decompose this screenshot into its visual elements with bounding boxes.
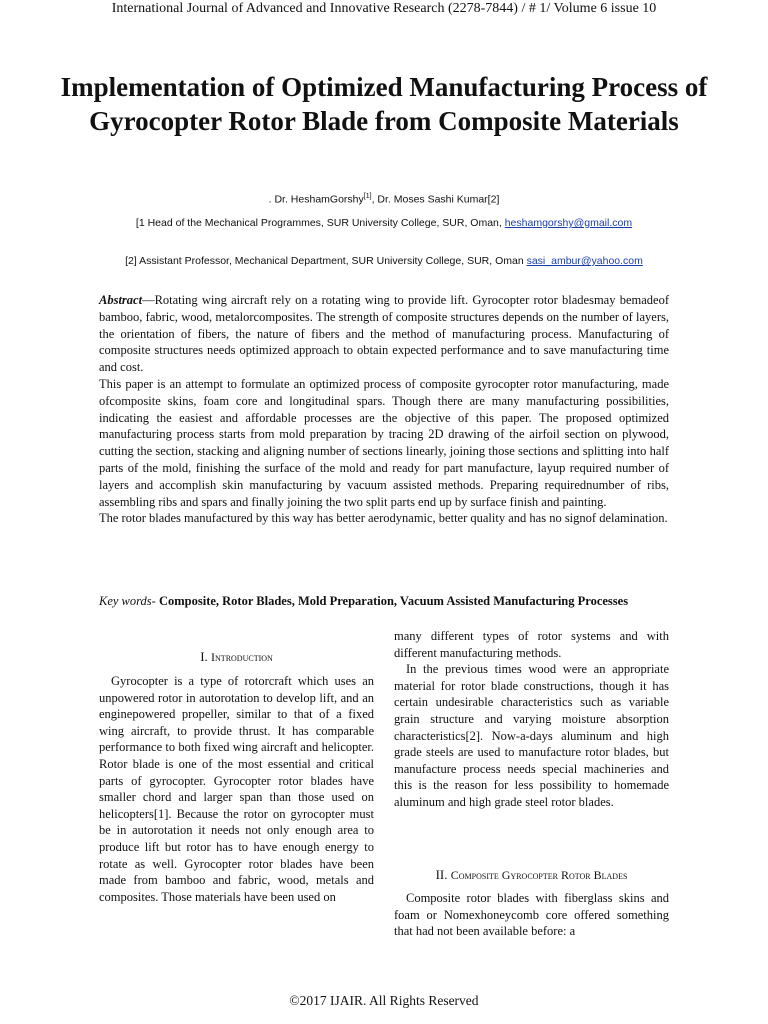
abstract-label: Abstract	[99, 293, 143, 307]
author1-email-link[interactable]: heshamgorshy@gmail.com	[504, 217, 633, 229]
section-2-body	[394, 890, 669, 940]
section-1-title: Introduction	[211, 650, 273, 664]
running-head: International Journal of Advanced and Innovative Research (2278-7844) / # 1/ Volume 6 issue 10	[111, 1, 657, 16]
affiliation-1-text: [1 Head of the Mechanical Programmes, SUR University College, SUR, Oman,	[135, 217, 505, 229]
composite-paragraph: Composite rotor blades with fiberglass skins and foam or Nomexhoneycomb core offered something that had not been available before: a	[394, 891, 669, 939]
section-2-number: II.	[435, 867, 451, 882]
author2-email-link[interactable]: sasi_ambur@yahoo.com	[526, 255, 643, 267]
keywords-separator: -	[151, 594, 159, 608]
author-line	[60, 190, 708, 207]
left-column	[99, 673, 374, 905]
affiliation-1	[60, 216, 708, 230]
intro-paragraph: Gyrocopter is a type of rotorcraft which uses an unpowered rotor in autorotation to develop lift, and an enginepowered propeller, similar to that of a fixed wing aircraft, to provide thrust. It has comparable performance to both fixed wing aircraft and helicopter. Rotor blade is one of the most essential and critical parts of gyrocopter. Gyrocopter rotor blades have smaller chord and larger span than those used on helicopters[1]. Because the rotor on gyrocopter must be in autorotation it needs not only enough area to produce lift but rotor has to have enough energy to rotate as well. Gyrocopter rotor blades have been made from bamboo and fabric, wood, metals and composites. Those materials have been used on	[99, 674, 374, 904]
keywords-value: Composite, Rotor Blades, Mold Preparation, Vacuum Assisted Manufacturing Processes	[158, 594, 629, 608]
abstract-dash: —	[142, 293, 155, 307]
section-2-title: Composite Gyrocopter Rotor Blades	[450, 868, 628, 882]
abstract-text-1: Rotating wing aircraft rely on a rotating wing to provide lift. Gyrocopter rotor bladesmay bemadeof bamboo, fabric, wood, metalorcomposites. The strength of composite structures depends on the number of layers, the orientation of fibers, the nature of fibers and the method of manufacturing process. Manufacturing of composite structures needs optimized approach to obtain expected performance and to save manufacturing time and cost.	[99, 293, 669, 375]
authors-prefix: . Dr. HeshamGorshy	[268, 193, 364, 206]
abstract-paragraph-2: This paper is an attempt to formulate an optimized process of composite gyrocopter rotor manufacturing, made ofcomposite skins, foam core and longitudinal spars. Though there are many manufacturing possibilities, indicating the easiest and affordable processes are the objective of this paper. The proposed optimized manufacturing process starts from mold preparation by tracing 2D drawing of the airfoil section on plywood, cutting the section, stacking and aligning number of sections linearly, joining those sections and splitting into half parts of the mold, finishing the surface of the mold and ready for part manufacture, layup required number of layers and accomplish skin manufacturing by vacuum assisted methods. Preparing requirednumber of ribs, assembling ribs and spars and finally joining the two split parts end up by surface finish and painting.	[99, 376, 669, 509]
abstract-paragraph-3: The rotor blades manufactured by this way has better aerodynamic, better quality and has no signof delamination.	[99, 511, 668, 526]
section-1-number: I.	[200, 649, 212, 664]
section-1-heading	[99, 649, 374, 665]
keywords	[99, 593, 669, 610]
affiliation-2-text: [2] Assistant Professor, Mechanical Department, SUR University College, SUR, Oman	[125, 255, 527, 267]
wood-paragraph: In the previous times wood were an appropriate material for rotor blade constructions, though it has certain undesirable characteristics such as variable grain structure and varying moisture absorption characteristics[2]. Now-a-days aluminum and high grade steels are used to manufacture rotor blades, but manufacture process needs special machineries and this is the reason for less possibility to homemade aluminum and high grade steel rotor blades.	[394, 662, 669, 809]
continued-paragraph: many different types of rotor systems and with different manufacturing methods.	[394, 629, 669, 660]
paper-title: Implementation of Optimized Manufacturing Process of Gyrocopter Rotor Blade from Composite Materials	[60, 72, 708, 136]
abstract	[99, 292, 669, 527]
right-column	[394, 628, 669, 811]
abstract-paragraph-1	[99, 292, 669, 376]
authors-suffix: , Dr. Moses Sashi Kumar[2]	[371, 193, 500, 206]
footer-copyright: ©2017 IJAIR. All Rights Reserved	[289, 993, 479, 1008]
author1-superscript: [1]	[363, 193, 372, 200]
affiliation-2	[60, 254, 708, 268]
keywords-label: Key words	[99, 594, 152, 608]
section-2-heading	[394, 867, 669, 883]
